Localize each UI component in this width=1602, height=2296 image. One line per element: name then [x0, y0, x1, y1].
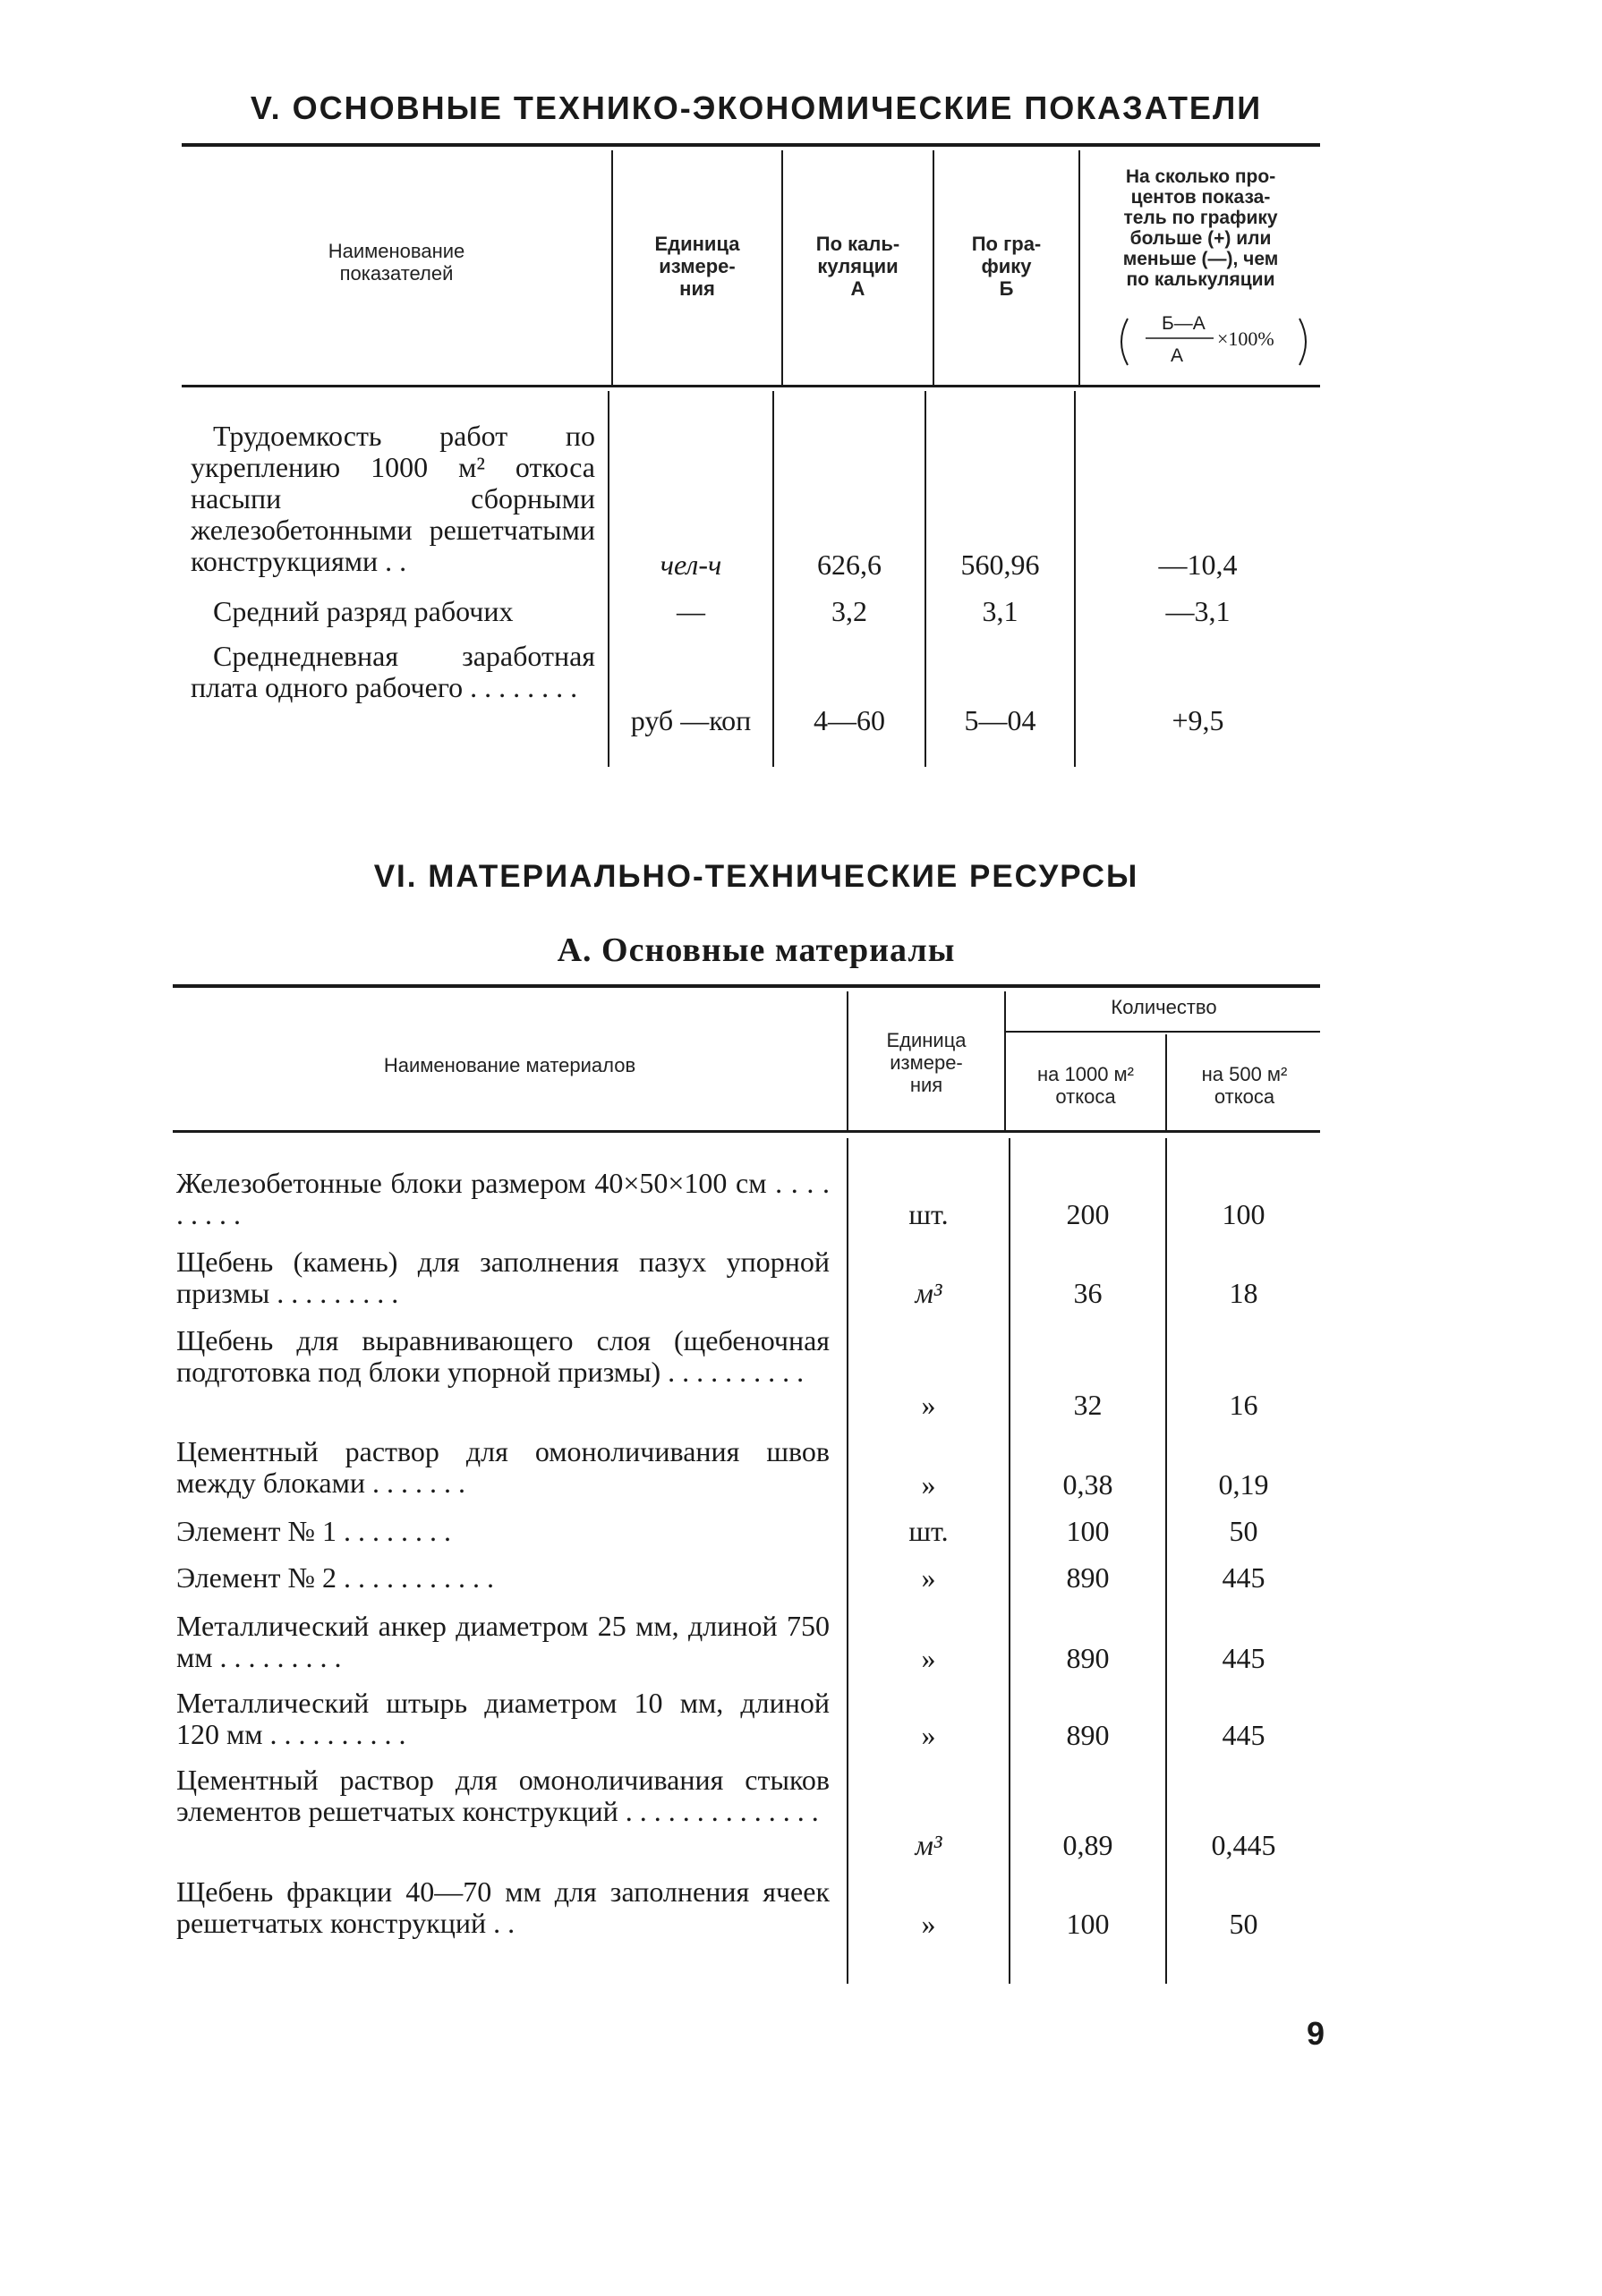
table2-row-name: Железобетонные блоки размером 40×50×100 см . . . . . . . . .	[176, 1167, 830, 1230]
table1-row-percent: —3,1	[1165, 595, 1231, 627]
table2-row-name: Металлический штырь диаметром 10 мм, длиной 120 мм . . . . . . . . . .	[176, 1687, 830, 1750]
table1-row-name: Среднедневная заработная плата одного рабочего . . . . . . . .	[191, 640, 595, 703]
table2-header-vline	[1165, 1034, 1167, 1130]
table2-row-name: Цементный раствор для омоноличивания швов между блоками . . . . . . .	[176, 1435, 830, 1499]
table1-row-graph: 560,96	[960, 548, 1040, 581]
table2-row-name: Щебень для выравнивающего слоя (щебеночная подготовка под блоки упорной призмы) . . . . . . . . . .	[176, 1324, 830, 1388]
table1-header-unit: Единица измере- ния	[654, 233, 740, 300]
table2-header-q500: на 500 м² откоса	[1201, 1063, 1288, 1108]
table1-row-graph: 5—04	[964, 704, 1036, 736]
table1-header-vline	[611, 150, 613, 385]
table2-row-unit: »	[921, 1642, 936, 1674]
table2-row-q500: 16	[1229, 1389, 1258, 1421]
table1-row-unit: руб —коп	[630, 704, 752, 736]
table1-row-percent: +9,5	[1172, 704, 1224, 736]
table1-header-percent: На сколько про- центов показа- тель по графику больше (+) или меньше (—), чем по калькуляции	[1122, 166, 1279, 290]
table2-row-q500: 445	[1222, 1642, 1265, 1674]
table1-header-vline	[781, 150, 783, 385]
table2-row-unit: »	[921, 1908, 936, 1940]
section-6-title: VI. МАТЕРИАЛЬНО-ТЕХНИЧЕСКИЕ РЕСУРСЫ	[373, 859, 1139, 894]
table1-row-unit: чел-ч	[660, 548, 722, 581]
table2-row-q500: 50	[1229, 1908, 1258, 1940]
table1-header-rule	[182, 385, 1320, 387]
table2-row-q1000: 890	[1066, 1561, 1110, 1594]
section-5-title: V. ОСНОВНЫЕ ТЕХНИКО-ЭКОНОМИЧЕСКИЕ ПОКАЗАТЕЛИ	[250, 89, 1263, 126]
table2-header-rule	[173, 1130, 1320, 1133]
table2-row-unit: шт.	[908, 1198, 949, 1230]
table2-header-quantity: Количество	[1111, 996, 1217, 1018]
formula-multiplier: ×100%	[1217, 327, 1274, 350]
table1-header-calc: По каль- куляции А	[815, 233, 900, 300]
table2-row-unit: шт.	[908, 1515, 949, 1547]
formula-right-paren	[1299, 319, 1306, 365]
table2-row-q500: 0,445	[1211, 1829, 1276, 1861]
table2-row-q1000: 36	[1073, 1277, 1103, 1309]
table2-row-name: Металлический анкер диаметром 25 мм, длиной 750 мм . . . . . . . . .	[176, 1610, 830, 1673]
table2-row-name: Щебень (камень) для заполнения пазух упорной призмы . . . . . . . . .	[176, 1246, 830, 1309]
table2-row-name: Элемент № 1 . . . . . . . .	[176, 1515, 451, 1547]
table2-row-name: Цементный раствор для омоноличивания стыков элементов решетчатых конструкций . . . . . . . . . . . . . .	[176, 1764, 830, 1827]
formula-svg	[1081, 304, 1320, 376]
table2-row-unit: »	[921, 1389, 936, 1421]
table2-row-q1000: 32	[1073, 1389, 1103, 1421]
table2-row-unit: м³	[915, 1277, 942, 1309]
table2-row-q500: 100	[1222, 1198, 1265, 1230]
table2-header-unit: Единица измере- ния	[886, 1029, 967, 1096]
table2-row-q1000: 0,38	[1062, 1468, 1113, 1501]
table2-header-q1000: на 1000 м² откоса	[1036, 1063, 1134, 1108]
table2-row-q500: 18	[1229, 1277, 1258, 1309]
table1-header-vline	[933, 150, 934, 385]
table2-row-name: Щебень фракции 40—70 мм для заполнения ячеек решетчатых конструкций . .	[176, 1875, 830, 1939]
table1-header-vline	[1078, 150, 1080, 385]
table1-row-calc: 626,6	[817, 548, 882, 581]
table2-row-unit: »	[921, 1561, 936, 1594]
table2-header-vline	[1004, 991, 1006, 1130]
table2-header-vline	[847, 991, 848, 1130]
formula-numerator: Б—А	[1162, 313, 1206, 334]
table2-row-q500: 0,19	[1218, 1468, 1269, 1501]
table2-row-q1000: 100	[1066, 1515, 1110, 1547]
table2-row-q1000: 100	[1066, 1908, 1110, 1940]
table2-row-unit: м³	[915, 1829, 942, 1861]
table2-row-q1000: 0,89	[1062, 1829, 1113, 1861]
table2-row-q500: 445	[1222, 1561, 1265, 1594]
table2-row-name: Элемент № 2 . . . . . . . . . . .	[176, 1561, 494, 1594]
table1-row-calc: 4—60	[814, 704, 885, 736]
table1-header-name: Наименование показателей	[328, 240, 465, 285]
formula-left-paren	[1121, 319, 1128, 365]
table2-row-unit: »	[921, 1468, 936, 1501]
table1-row-unit: —	[677, 595, 705, 627]
table1-top-rule	[182, 143, 1320, 147]
table2-row-q1000: 890	[1066, 1642, 1110, 1674]
table2-row-unit: »	[921, 1719, 936, 1751]
table2-top-rule	[173, 984, 1320, 988]
section-6-subtitle: А. Основные материалы	[557, 931, 956, 969]
table2-row-q500: 50	[1229, 1515, 1258, 1547]
table2-row-q1000: 200	[1066, 1198, 1110, 1230]
percent-formula	[1081, 304, 1320, 376]
table1-header-graph: По гра- фику Б	[971, 233, 1042, 300]
table2-header-name: Наименование материалов	[383, 1054, 636, 1076]
table1-row-graph: 3,1	[982, 595, 1018, 627]
formula-denominator: А	[1171, 345, 1184, 366]
table2-quantity-rule	[1004, 1031, 1320, 1033]
table2-row-q500: 445	[1222, 1719, 1265, 1751]
page-number: 9	[1306, 2015, 1325, 2052]
table1-row-name: Трудоемкость работ по укреплению 1000 м² откоса насыпи сборными железобетонными решетчатыми конструкциями . .	[191, 420, 595, 577]
table1-row-name: Средний разряд рабочих	[213, 595, 514, 627]
table2-row-q1000: 890	[1066, 1719, 1110, 1751]
table1-row-calc: 3,2	[831, 595, 867, 627]
table1-row-percent: —10,4	[1158, 548, 1238, 581]
